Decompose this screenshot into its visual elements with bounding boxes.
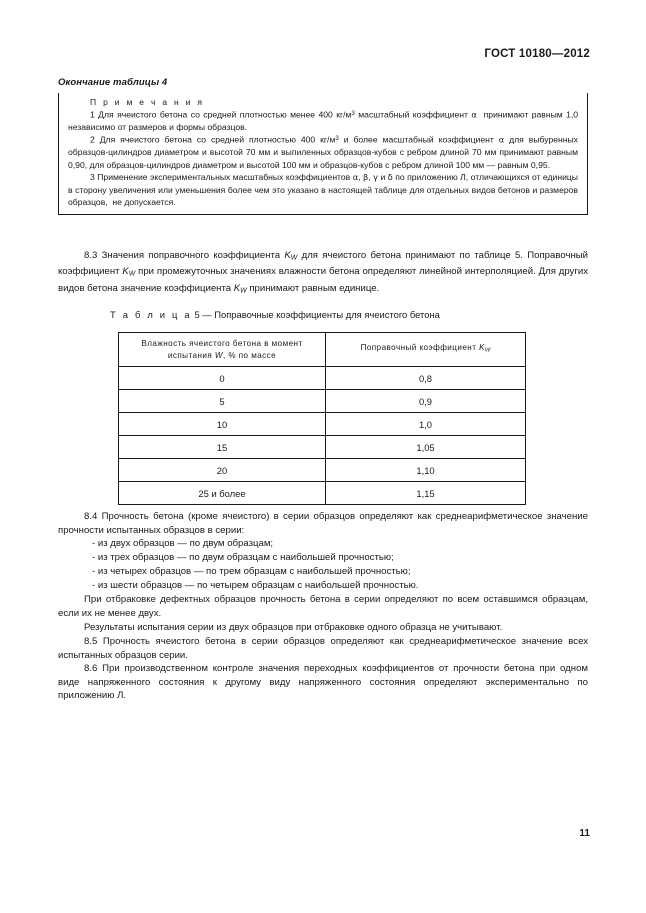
- page-number: 11: [579, 828, 590, 839]
- section-8-4-paragraph-2: При отбраковке дефектных образцов прочность бетона в серии определяют по всем оставшимся образцам, если их не менее двух.: [58, 594, 588, 619]
- cell-coefficient: 1,0: [326, 413, 526, 436]
- cell-humidity: 15: [119, 436, 326, 459]
- section-8-5: 8.5 Прочность ячеистого бетона в серии образцов определяют как среднеарифметическое значение всех испытанных образцов серии.: [58, 636, 588, 661]
- table-header-humidity: Влажность ячеистого бетона в момент испытания W, % по массе: [119, 333, 326, 367]
- cell-coefficient: 1,05: [326, 436, 526, 459]
- cell-humidity: 25 и более: [119, 482, 326, 505]
- section-8-4-paragraph-3: Результаты испытания серии из двух образцов при отбраковке одного образца не учитывают.: [84, 622, 503, 633]
- table-row: [119, 459, 526, 482]
- table-row: [119, 390, 526, 413]
- table-header-row: [119, 333, 526, 367]
- table5-caption-number: 5: [194, 309, 200, 320]
- notes-title: П р и м е ч а н и я: [90, 97, 205, 107]
- section-8-4-list-item: - из четырех образцов — по трем образцам с наибольшей прочностью;: [92, 566, 411, 577]
- table5-caption-prefix: Т а б л и ц а: [110, 309, 192, 320]
- table-row: [119, 413, 526, 436]
- cell-coefficient: 0,9: [326, 390, 526, 413]
- running-head: ГОСТ 10180—2012: [484, 48, 590, 60]
- table-continuation-label: Окончание таблицы 4: [58, 77, 168, 88]
- cell-humidity: 5: [119, 390, 326, 413]
- table5-caption: [110, 309, 440, 320]
- table-header-coefficient: Поправочный коэффициент $K_W$: [326, 333, 526, 367]
- section-8-4-list-item: - из шести образцов — по четырем образцам с наибольшей прочностью.: [92, 580, 419, 591]
- cell-coefficient: 1,10: [326, 459, 526, 482]
- table4-notes-box: [58, 93, 588, 215]
- cell-humidity: 10: [119, 413, 326, 436]
- note-item: 3 Применение экспериментальных масштабных коэффициентов α, β, γ и δ по приложению Л, отличающихся от единицы в сторону увеличения или уменьшения более чем это указано в настоящей таблице для отдельных видов бетонов и размеров образцов, не допускается.: [68, 172, 578, 208]
- section-8-4-list-item: - из трех образцов — по двум образцам с наибольшей прочностью;: [92, 552, 394, 563]
- table-row: [119, 436, 526, 459]
- table-row: [119, 482, 526, 505]
- table-row: [119, 367, 526, 390]
- cell-coefficient: 0,8: [326, 367, 526, 390]
- cell-humidity: 20: [119, 459, 326, 482]
- note-item: 2 Для ячеистого бетона со средней плотностью 400 $кг/м^3$ и более масштабный коэффициент α для выбуренных образцов-цилиндров диаметром и высотой 70 мм и выпиленных образцов-кубов с ребром длиной 70 мм принимают равным 0,90, для образцов-цилиндров диаметром и высотой 100 мм и образцов-кубов с ребром длиной 100 мм — равным 0,95.: [68, 135, 578, 170]
- section-8-4-intro: 8.4 Прочность бетона (кроме ячеистого) в серии образцов определяют как среднеарифметическое значение прочности испытанных образцов в серии:: [58, 511, 588, 536]
- cell-coefficient: 1,15: [326, 482, 526, 505]
- section-8-6: 8.6 При производственном контроле значения переходных коэффициентов от прочности бетона при одном виде напряженного состояния к другому виду напряженного состояния определяют экспериментально по приложению Л.: [58, 663, 588, 702]
- cell-humidity: 0: [119, 367, 326, 390]
- note-item: 1 Для ячеистого бетона со средней плотностью менее 400 $кг/м^3$ масштабный коэффициент α принимают равным 1,0 независимо от размеров и формы образцов.: [68, 109, 579, 132]
- table5-caption-text: — Поправочные коэффициенты для ячеистого бетона: [202, 309, 440, 320]
- section-8-4-list-item: - из двух образцов — по двум образцам;: [92, 538, 274, 549]
- section-8-3: 8.3 Значения поправочного коэффициента $K_W$ для ячеистого бетона принимают по таблице 5. Поправочный коэффициент $K_W$ при промежуточных значениях влажности бетона определяют линейной интерполяцией. Для других видов бетона значение коэффициента $K_W$ принимают равным единице.: [58, 250, 588, 295]
- table-correction-factors: [118, 332, 526, 505]
